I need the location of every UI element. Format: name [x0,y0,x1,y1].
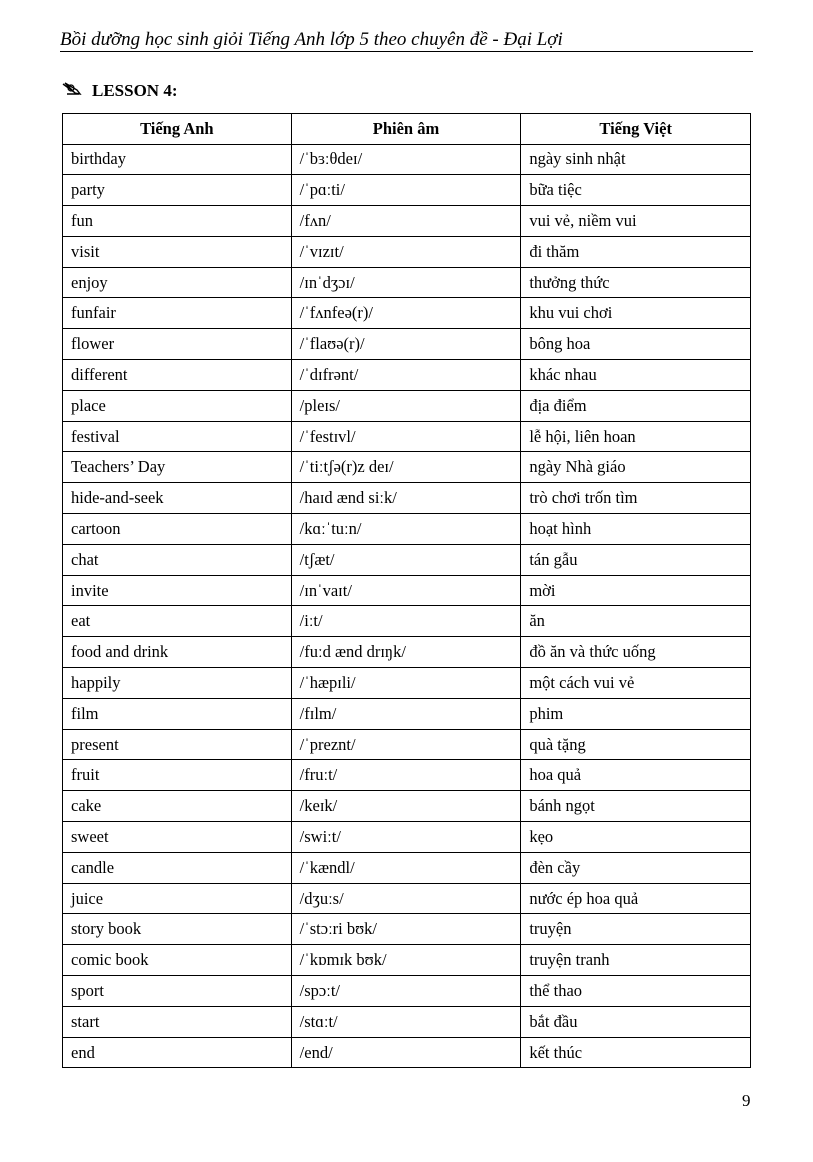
vietnamese-meaning: mời [521,575,751,606]
vietnamese-meaning: lễ hội, liên hoan [521,421,751,452]
vietnamese-meaning: hoa quả [521,760,751,791]
phonetic: /ˈpɑːti/ [291,175,521,206]
phonetic: /spɔːt/ [291,976,521,1007]
table-row [63,236,751,267]
vietnamese-meaning: thể thao [521,976,751,1007]
vietnamese-meaning: một cách vui vẻ [521,668,751,699]
english-word: visit [63,236,292,267]
table-row [63,637,751,668]
english-word: invite [63,575,292,606]
column-header-vietnamese: Tiếng Việt [521,114,751,145]
english-word: Teachers’ Day [63,452,292,483]
phonetic: /ˈdɪfrənt/ [291,360,521,391]
english-word: funfair [63,298,292,329]
phonetic: /pleɪs/ [291,390,521,421]
phonetic: /fuːd ænd drɪŋk/ [291,637,521,668]
column-header-english: Tiếng Anh [63,114,292,145]
table-row [63,914,751,945]
phonetic: /tʃæt/ [291,544,521,575]
table-row [63,483,751,514]
table-row [63,945,751,976]
phonetic: /ˈfestɪvl/ [291,421,521,452]
phonetic: /dʒuːs/ [291,883,521,914]
english-word: eat [63,606,292,637]
english-word: enjoy [63,267,292,298]
table-row [63,298,751,329]
vietnamese-meaning: truyện [521,914,751,945]
english-word: present [63,729,292,760]
table-row [63,329,751,360]
table-row [63,729,751,760]
table-row [63,144,751,175]
vietnamese-meaning: đồ ăn và thức uống [521,637,751,668]
phonetic: /fruːt/ [291,760,521,791]
phonetic: /fɪlm/ [291,698,521,729]
english-word: place [63,390,292,421]
english-word: flower [63,329,292,360]
vietnamese-meaning: đèn cầy [521,852,751,883]
english-word: hide-and-seek [63,483,292,514]
phonetic: /end/ [291,1037,521,1068]
vietnamese-meaning: khu vui chơi [521,298,751,329]
vietnamese-meaning: địa điểm [521,390,751,421]
english-word: candle [63,852,292,883]
english-word: party [63,175,292,206]
table-row [63,175,751,206]
english-word: different [63,360,292,391]
table-row [63,575,751,606]
table-row [63,698,751,729]
vietnamese-meaning: ngày Nhà giáo [521,452,751,483]
phonetic: /swiːt/ [291,822,521,853]
english-word: birthday [63,144,292,175]
english-word: comic book [63,945,292,976]
phonetic: /ɪnˈdʒɔɪ/ [291,267,521,298]
column-header-phonetic: Phiên âm [291,114,521,145]
vietnamese-meaning: ngày sinh nhật [521,144,751,175]
phonetic: /ˈhæpɪli/ [291,668,521,699]
phonetic: /ˈstɔːri bʊk/ [291,914,521,945]
running-header: Bồi dưỡng học sinh giỏi Tiếng Anh lớp 5 theo chuyên đề - Đại Lợi [60,29,753,52]
english-word: food and drink [63,637,292,668]
table-row [63,514,751,545]
phonetic: /kɑːˈtuːn/ [291,514,521,545]
table-row [63,1006,751,1037]
page-number: 9 [742,1091,751,1110]
english-word: start [63,1006,292,1037]
table-header-row [63,114,751,145]
phonetic: /ˈpreznt/ [291,729,521,760]
table-row [63,452,751,483]
english-word: chat [63,544,292,575]
vietnamese-meaning: vui vẻ, niềm vui [521,206,751,237]
phonetic: /ˈkændl/ [291,852,521,883]
table-row [63,852,751,883]
vocabulary-table [62,113,751,1068]
english-word: juice [63,883,292,914]
vietnamese-meaning: quà tặng [521,729,751,760]
vietnamese-meaning: đi thăm [521,236,751,267]
writing-hand-icon [62,80,82,101]
vietnamese-meaning: kẹo [521,822,751,853]
table-row [63,267,751,298]
english-word: festival [63,421,292,452]
phonetic: /iːt/ [291,606,521,637]
vietnamese-meaning: khác nhau [521,360,751,391]
phonetic: /ˈbɜːθdeɪ/ [291,144,521,175]
vietnamese-meaning: bông hoa [521,329,751,360]
table-row [63,206,751,237]
table-row [63,760,751,791]
table-row [63,390,751,421]
vietnamese-meaning: bắt đầu [521,1006,751,1037]
english-word: cartoon [63,514,292,545]
table-row [63,421,751,452]
phonetic: /stɑːt/ [291,1006,521,1037]
phonetic: /fʌn/ [291,206,521,237]
english-word: end [63,1037,292,1068]
english-word: happily [63,668,292,699]
table-row [63,544,751,575]
english-word: fruit [63,760,292,791]
phonetic: /ˈvɪzɪt/ [291,236,521,267]
table-row [63,791,751,822]
vietnamese-meaning: trò chơi trốn tìm [521,483,751,514]
phonetic: /haɪd ænd siːk/ [291,483,521,514]
table-row [63,883,751,914]
table-row [63,668,751,699]
vietnamese-meaning: thưởng thức [521,267,751,298]
phonetic: /ˈkɒmɪk bʊk/ [291,945,521,976]
table-row [63,976,751,1007]
english-word: sport [63,976,292,1007]
phonetic: /ɪnˈvaɪt/ [291,575,521,606]
english-word: film [63,698,292,729]
lesson-heading [62,80,178,101]
vietnamese-meaning: bữa tiệc [521,175,751,206]
table-row [63,822,751,853]
phonetic: /ˈfʌnfeə(r)/ [291,298,521,329]
vietnamese-meaning: truyện tranh [521,945,751,976]
phonetic: /ˈtiːtʃə(r)z deɪ/ [291,452,521,483]
vietnamese-meaning: tán gẫu [521,544,751,575]
vietnamese-meaning: nước ép hoa quả [521,883,751,914]
vietnamese-meaning: bánh ngọt [521,791,751,822]
phonetic: /keɪk/ [291,791,521,822]
lesson-title: LESSON 4: [92,80,178,100]
vietnamese-meaning: kết thúc [521,1037,751,1068]
table-row [63,606,751,637]
english-word: sweet [63,822,292,853]
vietnamese-meaning: hoạt hình [521,514,751,545]
vietnamese-meaning: phim [521,698,751,729]
english-word: story book [63,914,292,945]
table-row [63,360,751,391]
vietnamese-meaning: ăn [521,606,751,637]
table-row [63,1037,751,1068]
english-word: cake [63,791,292,822]
english-word: fun [63,206,292,237]
phonetic: /ˈflaʊə(r)/ [291,329,521,360]
